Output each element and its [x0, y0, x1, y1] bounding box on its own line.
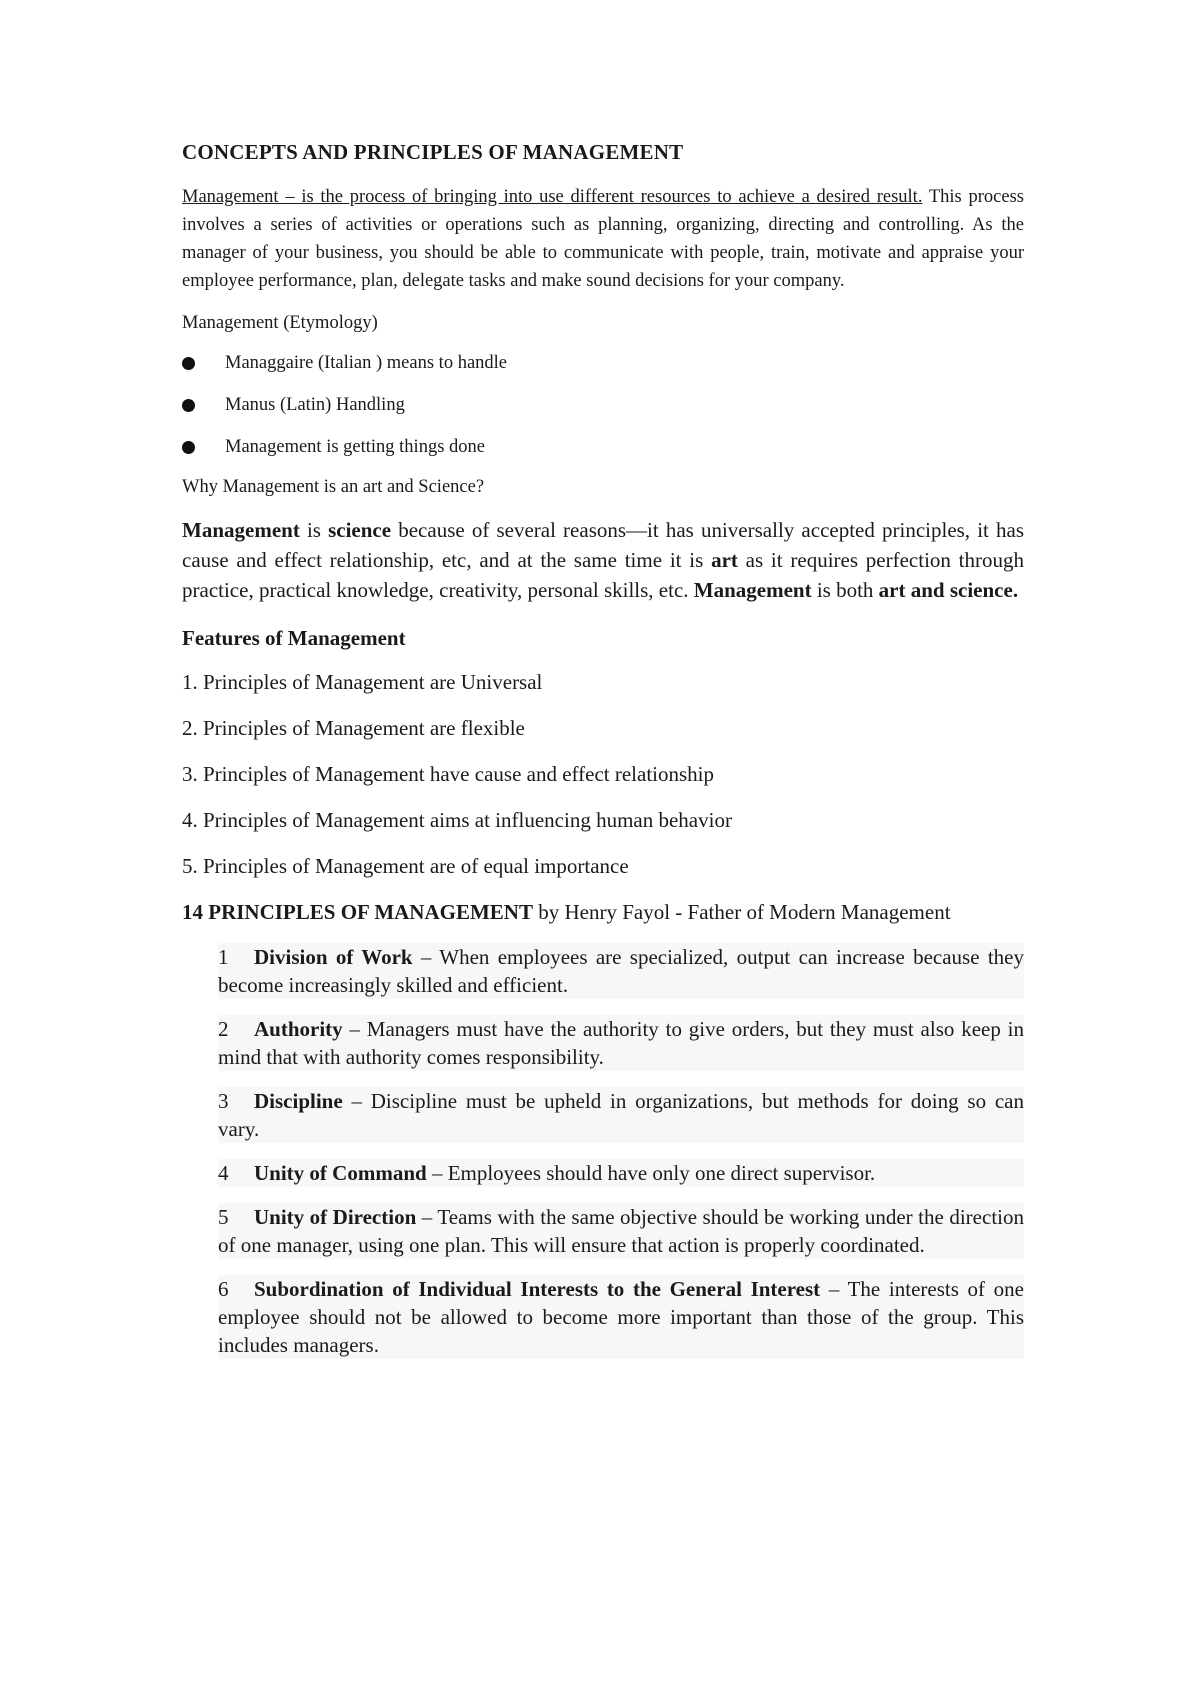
fayol-heading: 14 PRINCIPLES OF MANAGEMENT by Henry Fayol - Father of Modern Management — [182, 900, 951, 924]
features-heading: Features of Management — [182, 626, 406, 650]
principle-item: 4 Unity of Command – Employees should have only one direct supervisor. — [218, 1159, 1024, 1187]
definition-term: Management – is the process of bringing into use different resources to achieve a desired result. — [182, 187, 923, 207]
features-list — [182, 667, 1024, 881]
etymology-heading: Management (Etymology) — [182, 313, 378, 333]
why-question: Why Management is an art and Science? — [182, 477, 485, 497]
principle-item: 6 Subordination of Individual Interests to the General Interest – The interests of one employee should not be allowed to become more important than those of the group. This includes managers. — [218, 1277, 1024, 1357]
list-item: 5. Principles of Management are of equal importance — [182, 854, 629, 878]
list-item: 1. Principles of Management are Universal — [182, 670, 543, 694]
list-item: 4. Principles of Management aims at influencing human behavior — [182, 808, 732, 832]
document-page — [182, 140, 1024, 1375]
management-definition — [182, 183, 1024, 295]
list-item: Manus (Latin) Handling — [182, 391, 1024, 419]
bullet-icon — [182, 441, 195, 454]
etymology-list — [182, 349, 1024, 461]
list-item: Managgaire (Italian ) means to handle — [182, 349, 1024, 377]
list-item: Management is getting things done — [182, 433, 1024, 461]
principles-list — [218, 943, 1024, 1359]
principle-item: 3 Discipline – Discipline must be upheld in organizations, but methods for doing so can vary. — [218, 1089, 1024, 1141]
document-title: CONCEPTS AND PRINCIPLES OF MANAGEMENT — [182, 140, 684, 164]
list-item: 3. Principles of Management have cause and effect relationship — [182, 762, 715, 786]
list-item: 2. Principles of Management are flexible — [182, 716, 525, 740]
principle-item: 1 Division of Work – When employees are specialized, output can increase because they become increasingly skilled and efficient. — [218, 945, 1024, 997]
art-science-paragraph: Management is science because of several reasons—it has universally accepted principles, it has cause and effect relationship, etc, and at the same time it is art as it requires perfection through practice, practical knowledge, creativity, personal skills, etc. Management is both art and science. — [182, 518, 1025, 602]
principle-item: 2 Authority – Managers must have the authority to give orders, but they must also keep in mind that with authority comes responsibility. — [218, 1017, 1024, 1069]
definition-body: This process involves a series of activities or operations such as planning, organizing, directing and controlling. As the manager of your business, you should be able to communicate with people, train, motivate and appraise your employee performance, plan, delegate tasks and make sound decisions for your company. — [182, 187, 1024, 291]
bullet-icon — [182, 357, 195, 370]
bullet-icon — [182, 399, 195, 412]
principle-item: 5 Unity of Direction – Teams with the same objective should be working under the direction of one manager, using one plan. This will ensure that action is properly coordinated. — [218, 1205, 1024, 1257]
